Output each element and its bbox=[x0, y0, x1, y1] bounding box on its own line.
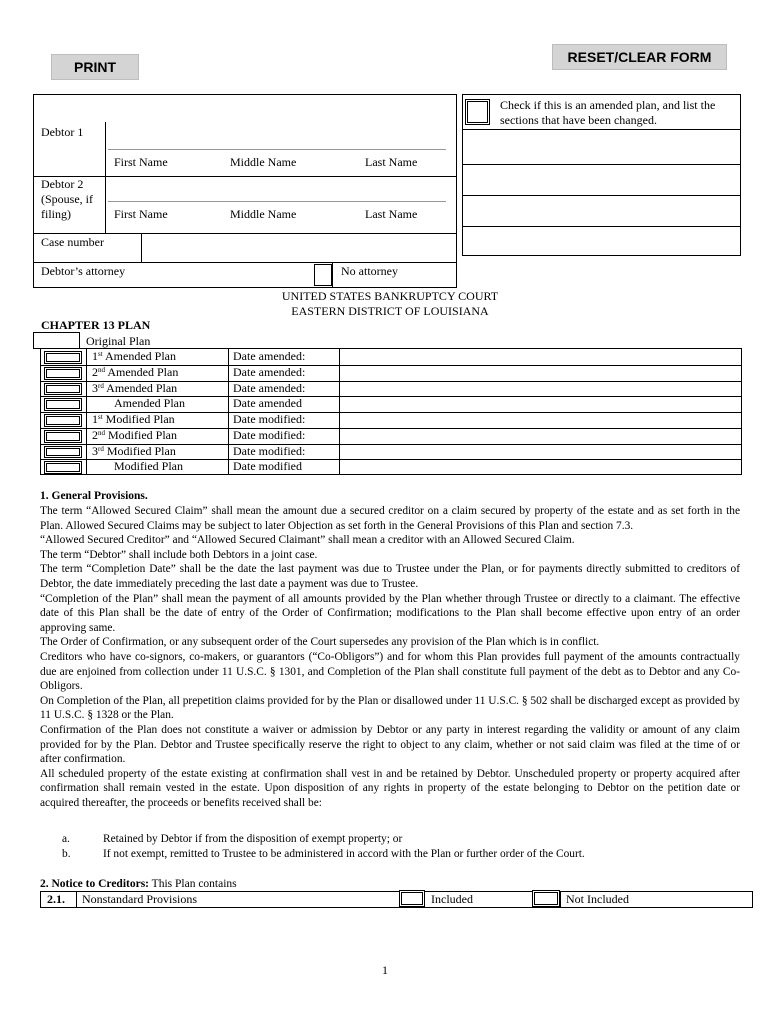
included-label: Included bbox=[431, 892, 473, 906]
first-name-label: First Name bbox=[114, 155, 168, 169]
divider bbox=[560, 891, 561, 908]
court-district: EASTERN DISTRICT OF LOUISIANA bbox=[291, 304, 489, 318]
plan-date-label: Date amended: bbox=[233, 380, 306, 395]
attorney-label: Debtor’s attorney bbox=[41, 264, 126, 278]
divider bbox=[462, 129, 741, 130]
amended-plan-checkbox[interactable] bbox=[465, 99, 490, 125]
plan-type-label: Modified Plan bbox=[114, 459, 183, 474]
plan-type-checkbox[interactable] bbox=[44, 461, 82, 474]
plan-date-label: Date modified: bbox=[233, 427, 306, 442]
court-name: UNITED STATES BANKRUPTCY COURT bbox=[281, 289, 499, 303]
section2-heading bbox=[40, 877, 237, 892]
divider bbox=[141, 233, 142, 262]
debtor2-name-input[interactable] bbox=[108, 180, 450, 200]
section1-heading: 1. General Provisions. bbox=[40, 490, 148, 502]
case-number-input[interactable] bbox=[146, 238, 450, 258]
last-name-label: Last Name bbox=[365, 207, 418, 221]
plan-date-input[interactable] bbox=[343, 366, 742, 381]
no-attorney-checkbox[interactable] bbox=[314, 264, 332, 286]
last-name-label: Last Name bbox=[365, 155, 418, 169]
plan-date-label: Date amended: bbox=[233, 364, 306, 379]
plan-date-label: Date modified: bbox=[233, 412, 306, 426]
debtor2-label: Debtor 2 bbox=[41, 177, 84, 191]
amended-check-text-2: sections that have been changed. bbox=[500, 113, 657, 127]
plan-type-checkbox[interactable] bbox=[44, 446, 82, 459]
changed-section-input-3[interactable] bbox=[466, 199, 740, 225]
paragraph: On Completion of the Plan, all prepetition claims provided for by the Plan or disallowed under 11 U.S.C. § 502 shall be discharged except as provided by 11 U.S.C. § 1328 or the Plan. bbox=[40, 694, 740, 722]
plan-date-label: Date amended bbox=[233, 396, 302, 411]
original-plan-checkbox[interactable] bbox=[33, 332, 80, 349]
paragraph: The term “Allowed Secured Claim” shall mean the amount due a secured creditor on a claim secured by property of the estate and as set forth in the Plan. Allowed Secured Claims may be subject to later Objection as set forth in the General Provisions of this Plan and section 7.3. bbox=[40, 505, 740, 532]
debtor1-label: Debtor 1 bbox=[41, 125, 84, 139]
plan-type-label: 1st Amended Plan bbox=[92, 349, 176, 363]
original-plan-label: Original Plan bbox=[86, 334, 151, 348]
changed-section-input-1[interactable] bbox=[466, 135, 740, 161]
plan-type-checkbox[interactable] bbox=[44, 351, 82, 364]
debtor2-label-spouse: (Spouse, if bbox=[41, 192, 93, 206]
list-marker-b: b. bbox=[62, 848, 71, 860]
no-attorney-label: No attorney bbox=[341, 264, 398, 278]
paragraph: The Order of Confirmation, or any subsequent order of the Court supersedes any provision of the Plan which is in conflict. bbox=[40, 636, 600, 649]
nonstandard-provisions-label: Nonstandard Provisions bbox=[82, 892, 197, 906]
first-name-label: First Name bbox=[114, 207, 168, 221]
paragraph: Confirmation of the Plan does not constitute a waiver or admission by Debtor or any party in interest regarding the validity or amount of any claim provided for by the Plan. Debtor and Trustee specifically reserve the right to object to any claim, whether or not said claim was filed at the time of or after confirmation. bbox=[40, 723, 740, 766]
divider bbox=[462, 195, 741, 196]
not-included-label: Not Included bbox=[566, 892, 629, 906]
middle-name-label: Middle Name bbox=[230, 207, 297, 221]
plan-date-input[interactable] bbox=[343, 445, 742, 460]
section-2-1-number: 2.1. bbox=[47, 892, 65, 906]
divider bbox=[462, 164, 741, 165]
plan-date-label: Date modified bbox=[233, 459, 302, 474]
plan-type-label: Amended Plan bbox=[114, 396, 185, 411]
plan-date-input[interactable] bbox=[343, 460, 742, 475]
debtor2-label-filing: filing) bbox=[41, 207, 71, 221]
divider bbox=[462, 226, 741, 227]
section1-body bbox=[40, 504, 740, 810]
paragraph: “Allowed Secured Creditor” and “Allowed Secured Claimant” shall mean a creditor with an Allowed Secured Claim. bbox=[40, 534, 575, 547]
changed-section-input-4[interactable] bbox=[466, 229, 740, 255]
changed-section-input-2[interactable] bbox=[466, 168, 740, 194]
plan-type-label: 2nd Amended Plan bbox=[92, 364, 179, 379]
list-marker-a: a. bbox=[62, 833, 70, 845]
divider bbox=[105, 122, 106, 233]
plan-date-input[interactable] bbox=[343, 350, 742, 365]
list-item-b: If not exempt, remitted to Trustee to be administered in accord with the Plan or further order of the Court. bbox=[103, 848, 585, 860]
paragraph: The term “Debtor” shall include both Debtors in a joint case. bbox=[40, 548, 318, 561]
paragraph: “Completion of the Plan” shall mean the payment of all amounts provided by the Plan whether through Trustee or directly to a claimant. The effective date of this Plan shall be the date of entry of the Order of Confirmation; modifications to the Plan shall become effective upon entry of an order approving same. bbox=[40, 592, 740, 634]
divider bbox=[332, 262, 333, 288]
debtor1-name-input[interactable] bbox=[108, 128, 450, 148]
divider bbox=[33, 262, 457, 263]
list-item-a: Retained by Debtor if from the disposition of exempt property; or bbox=[103, 833, 403, 845]
debtor2-name-line bbox=[108, 201, 446, 202]
plan-date-input[interactable] bbox=[343, 429, 742, 444]
plan-type-checkbox[interactable] bbox=[44, 383, 82, 396]
section2-heading-bold: 2. Notice to Creditors: bbox=[40, 878, 150, 890]
reset-clear-form-button[interactable]: RESET/CLEAR FORM bbox=[552, 44, 727, 70]
plan-date-label: Date amended: bbox=[233, 349, 306, 363]
plan-type-label: 2nd Modified Plan bbox=[92, 427, 177, 442]
print-button[interactable]: PRINT bbox=[51, 54, 139, 80]
middle-name-label: Middle Name bbox=[230, 155, 297, 169]
paragraph: The term “Completion Date” shall be the date the last payment was due to Trustee under the Plan, or for payments directly submitted to creditors of Debtor, the date immediately preceding the last date a payment was due to Trustee. bbox=[40, 563, 740, 590]
debtor1-name-line bbox=[108, 149, 446, 150]
attorney-input[interactable] bbox=[140, 266, 330, 286]
plan-date-input[interactable] bbox=[343, 382, 742, 397]
plan-type-checkbox[interactable] bbox=[44, 414, 82, 427]
case-number-label: Case number bbox=[41, 235, 104, 249]
included-checkbox[interactable] bbox=[399, 890, 425, 907]
divider bbox=[76, 891, 77, 908]
not-included-checkbox[interactable] bbox=[532, 890, 560, 907]
plan-type-label: 3rd Amended Plan bbox=[92, 380, 178, 395]
plan-type-checkbox[interactable] bbox=[44, 398, 82, 411]
plan-title: CHAPTER 13 PLAN bbox=[41, 318, 151, 332]
divider bbox=[33, 176, 457, 177]
plan-date-label: Date modified: bbox=[233, 443, 306, 458]
paragraph: Creditors who have co-signors, co-makers, or guarantors (“Co-Obligors”) and for whom this Plan provides full payment of the amounts contractually due are enjoined from collection under 11 U.S.C. § 1301, and Completion of the Plan shall constitute full payment of the debt as to Debtor and any Co-Obligors. bbox=[40, 650, 740, 693]
plan-type-checkbox[interactable] bbox=[44, 430, 82, 443]
page-number: 1 bbox=[382, 963, 388, 977]
section2-heading-rest: This Plan contains bbox=[149, 878, 237, 890]
plan-type-label: 1st Modified Plan bbox=[92, 412, 175, 426]
amended-check-text: Check if this is an amended plan, and list the bbox=[500, 98, 716, 112]
plan-type-label: 3rd Modified Plan bbox=[92, 443, 176, 458]
paragraph: All scheduled property of the estate existing at confirmation shall vest in and be retained by Debtor. Unscheduled property or property acquired after confirmation shall remain vested in the estate. Upon disposition of any rights in property of the estate belonging to Debtor on the petition date or acquired thereafter, the proceeds or benefits received shall be: bbox=[40, 767, 740, 809]
plan-type-checkbox[interactable] bbox=[44, 367, 82, 380]
plan-date-input[interactable] bbox=[343, 413, 742, 428]
plan-date-input[interactable] bbox=[343, 397, 742, 412]
divider bbox=[33, 233, 457, 234]
